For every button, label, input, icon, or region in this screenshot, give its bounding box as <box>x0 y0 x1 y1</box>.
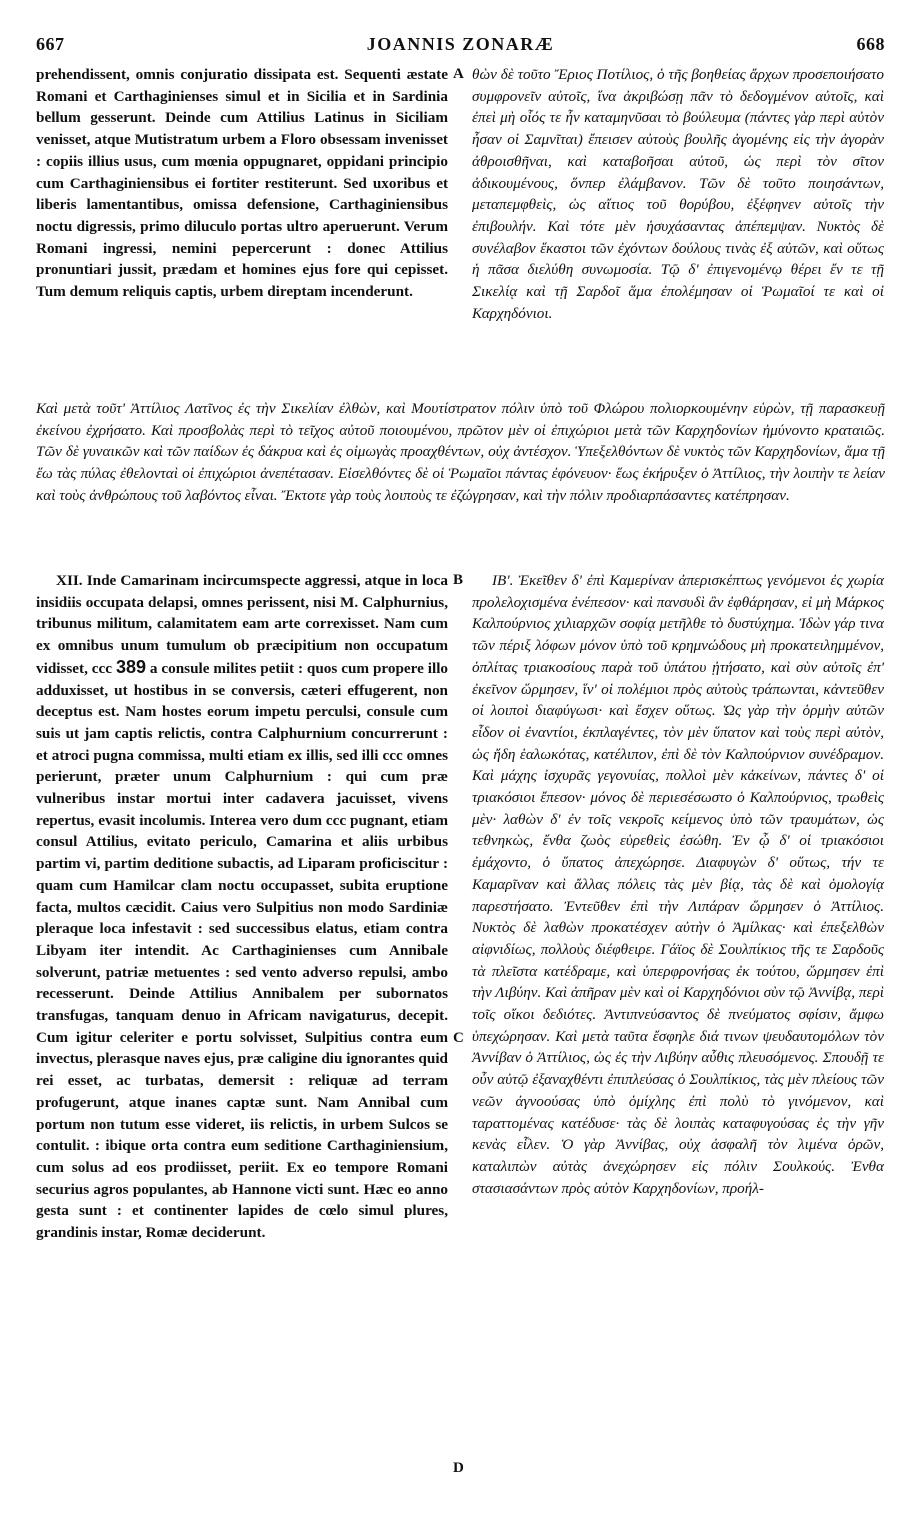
page-marker: 389 <box>115 656 146 677</box>
greek-column-block1 <box>472 64 884 324</box>
latin-paragraph: prehendissent, omnis conjuratio dissipata est. Sequenti æstate Romani et Carthaginienses simul et in Sicilia et in Sardinia bellum gesserunt. Deinde cum Attilius Latinus in Siciliam venisset, atque Mutistratum urbem a Floro obsessam invenisset : copiis illius usus, cum mœnia oppugnaret, oppidani principio cum Carthaginiensibus ei fortiter restiterunt. Sed uxoribus et liberis lamentantibus, omissa defensione, Carthaginiensibus noctu digressis, primo diluculo portas ultro aperuerunt. Verum Romani ingressi, nemini pepercerunt : donec Attilius pronuntiari jussit, prædam et homines ejus fore qui cepisset. Tum demum reliquis captis, urbem direptam incenderunt. <box>36 66 448 301</box>
latin-column-block1 <box>36 64 448 303</box>
greek-column-block2 <box>472 570 884 1199</box>
running-title: JOANNIS ZONARÆ <box>366 34 555 54</box>
margin-letter-b: B <box>453 572 464 588</box>
greek-fullwidth-block <box>36 398 885 507</box>
margin-letter-c: C <box>453 1030 464 1046</box>
greek-section-paragraph: ΙΒ'. Ἐκεῖθεν δ' ἐπὶ Καμερίναν ἀπερισκέπτως γενόμενοι ἐς χωρία προλελοχισμένα ἐνέπεσον· καὶ πανσυδὶ ἂν ἐφθάρησαν, εἰ μὴ Μάρκος Καλπούρνιος χιλιαρχῶν σοφίᾳ μετῆλθε τὸ δυστύχημα. Ἰδὼν γάρ τινα τῶν πέριξ λόφων μόνον ὑπὸ τοῦ κρημνώδους μὴ προκατειλημμένον, ὁπλίτας τριακοσίους παρὰ τοῦ ὑπάτου ᾐτήσατο, καὶ σὺν αὐτοῖς ἐπ' ἐκεῖνον ὥρμησεν, ἵν' οἱ πολέμιοι πρὸς αὐτοὺς τράπωνται, κἀντεῦθεν οἱ λοιποὶ διαφύγωσι· καὶ ἔσχεν οὕτως. Ὡς γὰρ τὴν ὁρμὴν αὐτῶν εἶδον οἱ ἐναντίοι, ἐκπλαγέντες, τὸν μὲν ὕπατον καὶ τοὺς περὶ αὐτὸν, ὡς ἤδη ἑαλωκότας, κατέλιπον, ἐπὶ δὲ τὸν Καλπούρνιον συνέδραμον. Καὶ μάχης ἰσχυρᾶς γεγονυίας, πολλοὶ μὲν κἀκείνων, πάντες δ' οἱ τριακόσιοι ἔπεσον· μόνος δὲ περιεσέσωστο ὁ Καλπούρνιος, τρωθεὶς μὲν· λαθὼν δ' ἐν τοῖς νεκροῖς κείμενος ὑπὸ τῶν τραυμάτων, ὡς τεθνηκὼς, ἔνθα ζωὸς εὑρεθεὶς ἐσώθη. Ἐν ᾧ δ' οἱ τριακόσιοι ἐμάχοντο, ὁ ὕπατος ἀπεχώρησε. Διαφυγὼν δ' οὕτως, τήν τε Καμαρῖναν καὶ ἄλλας πόλεις τὰς μὲν βίᾳ, τὰς δὲ καὶ ὁμολογίᾳ παρεστήσατο. Ἐντεῦθεν ἐπὶ τὴν Λιπάραν ὥρμησεν ὁ Ἀττίλιος. Νυκτὸς δὲ λαθὼν προκατέσχεν αὐτὴν ὁ Ἀμίλκας· καὶ ἐπεξελθὼν αἰφνιδίως, πολλοὺς διέφθειρε. Γάϊος δὲ Σουλπίκιος τῆς τε Σαρδοῦς τὰ πλεῖστα κατέδραμε, καὶ ὑπερφρονήσας ἐκ τούτου, ὥρμησεν ἐπὶ τὴν Λιβύην. Καὶ ἀπῆραν μὲν καὶ οἱ Καρχηδόνιοι σὺν τῷ Ἀννίβᾳ, περὶ τοῖς οἴκοι δεδιότες. Ἀντιπνεύσαντος δὲ πνεύματος σφίσιν, ἄμφω ὑπεχώρησαν. Καὶ μετὰ ταῦτα ἔσφηλε διά τινων ψευδαυτομόλων τὸν Ἀννίβαν ὁ Ἀττίλιος, ὡς ἐς τὴν Λιβύην αὖθις πλευσόμενος. Σπουδῇ τε οὖν αὐτῷ ἐξαναχθέντι ἐπιπλεύσας ὁ Σουλπίκιος, τὰς μὲν πλείους τῶν νεῶν ἀγνοούσας ὑπὸ ὁμίχλης ἐπὶ πολὺ τὸ γινόμενον, καὶ ταραττομένας κατέδυσε· τὰς δὲ λοιπὰς καταφυγούσας ἐς τὴν γῆν κενὰς εἷλεν. Ὁ γὰρ Ἀννίβας, οὐχ ἀσφαλῆ τὸν λιμένα ὁρῶν, καταλιπὼν αὐτὰς ἀνεχώρησεν εἰς πόλιν Σουλκούς. Ἐνθα στασιασάντων πρὸς αὐτὸν Καρχηδονίων, προήλ- <box>472 572 884 1197</box>
latin-text-part-a: XII. Inde Camarinam incircumspecte aggressi, atque in loca insidiis occupata delapsi, omnes perissent, nisi M. Calphurnius, tribunus militum, calamitatem eam arte correxisset. Nam cum ex omnibus unum tumulum ob præcipitium non occupatum vidisset, ccc <box>36 572 448 677</box>
greek-paragraph: θὼν δὲ τοῦτο Ἔριος Ποτίλιος, ὁ τῆς βοηθείας ἄρχων προσεποιήσατο συμφρονεῖν αὐτοῖς, ἵνα ἀκριβώσῃ πᾶν τὸ δεδογμένον αὐτοῖς, καὶ ἐπεὶ μὴ οἷός τε ἦν καταμηνῦσαι τὸ βούλευμα (πάντες γὰρ περὶ αὐτὸν ἦσαν οἱ Σαμνῖται) ἔπεισεν αὐτοὺς βουλῆς ἀγομένης εἰς τὴν ἀγορὰν ἀθροισθῆναι, καὶ καταβοῆσαι αὐτοῦ, ὡς περὶ τὸν σῖτον ἀδικουμένους, ὅνπερ ἐλάμβανον. Τῶν δὲ τοῦτο ποιησάντων, μεταπεμφθεὶς, ὡς αἴτιος τοῦ θορύβου, ἐξέφηνεν αὐτοῖς τὴν ἐπιβουλήν. Καὶ τότε μὲν ἡσυχάσαντας ἀπέπεμψαν. Νυκτὸς δὲ συνέλαβον ἕκαστοι τῶν ἐχόντων δούλους τινὰς ἐξ αὐτῶν, καὶ οὕτως ἡ πᾶσα διελύθη συνωμοσία. Τῷ δ' ἐπιγενομένῳ θέρει ἔν τε τῇ Σικελίᾳ καὶ τῇ Σαρδοῖ ἅμα ἐπολέμησαν οἱ Ῥωμαῖοί τε καὶ οἱ Καρχηδόνιοι. <box>472 66 884 322</box>
greek-fullwidth-paragraph: Καὶ μετὰ τοῦτ' Ἀττίλιος Λατῖνος ἐς τὴν Σικελίαν ἐλθὼν, καὶ Μουτίστρατον πόλιν ὑπὸ τοῦ Φλώρου πολιορκουμένην εὑρὼν, τῇ παρασκευῇ ἐκείνου ἐχρήσατο. Καὶ προσβολὰς περὶ τὸ τεῖχος αὐτοῦ ποιουμένου, πρῶτον μὲν οἱ ἐπιχώριοι μετὰ τῶν Καρχηδονίων ἠμύνοντο κραταιῶς. Τῶν δὲ γυναικῶν καὶ τῶν παίδων ἐς δάκρυα καὶ ἐς οἰμωγὰς προαχθέντων, οὐχ ἀντέσχον. Ὑπεξελθόντων δὲ νυκτὸς τῶν Καρχηδονίων, ἅμα τῇ ἕω τὰς πύλας ἐθελονταὶ οἱ ἐπιχώριοι ἀνεπέτασαν. Εἰσελθόντες δὲ οἱ Ῥωμαῖοι πάντας ἐφόνευον· ἕως ἐκήρυξεν ὁ Ἀττίλιος, τὴν λοιπὴν τε λείαν καὶ τοὺς ἀνθρώπους τοῦ λαβόντος εἶναι. Ἔκτοτε γὰρ τοὺς λοιποὺς τε ἐζώγρησαν, καὶ τὴν πόλιν προδιαρπάσαντες κατέπρησαν. <box>36 400 885 504</box>
margin-letter-a: A <box>453 66 464 82</box>
latin-column-block2 <box>36 570 448 1244</box>
left-page-number: 667 <box>36 34 65 54</box>
margin-letter-d: D <box>453 1460 464 1476</box>
latin-section-paragraph <box>36 570 448 1244</box>
latin-text-part-b: a consule milites petiit : quos cum propere illo adduxisset, ut hostibus in se conversis, cæteri effugerent, non deceptus est. Nam hostes eorum impetu perculsi, consule cum suis ut jam captis relictis, contra Calphurnium concurrerunt : et atroci pugna commissa, multi etiam ex illis, sed illi ccc omnes perierunt, præter unum Calphurnium : qui cum præ vulneribus instar mortui inter cadavera jacuisset, vivens repertus, evasit incolumis. Interea vero dum ccc pugnant, etiam consul Attilius, evitato periculo, Camarina et aliis urbibus partim vi, partim deditione subactis, ad Liparam proficiscitur : quam cum Hamilcar clam noctu occupasset, subita eruptione facta, multos cæcidit. Caius vero Sulpitius non modo Sardiniæ pleraque loca infestavit : sed successibus elatus, etiam contra Libyam iter intendit. Ac Carthaginienses cum Annibale solverunt, patriæ metuentes : sed vento adverso repulsi, ambo recesserunt. Deinde Attilius Annibalem per subornatos transfugas, tanquam denuo in Africam navigaturus, decepit. Cum igitur celeriter e portu solvisset, Sulpitius contra eum invectus, plerasque naves ejus, præ caligine diu ignorantes quid rei esset, ac turbatas, demersit : reliquæ ad terram profugerunt, atque inanes captæ sunt. Nam Annibal cum portum non tutum esse videret, iis relictis, in urbem Sulcos se contulit. : ibique orta contra eum seditione Carthaginiensium, cum solus ad eos prodiisset, periit. Ex eo tempore Romani securius agros populantes, ab Hannone victi sunt. Hæc eo anno gesta sunt : et continenter lapides de cœlo simul plures, grandinis instar, Romæ deciderunt. <box>36 659 449 1242</box>
right-page-number: 668 <box>856 34 885 54</box>
